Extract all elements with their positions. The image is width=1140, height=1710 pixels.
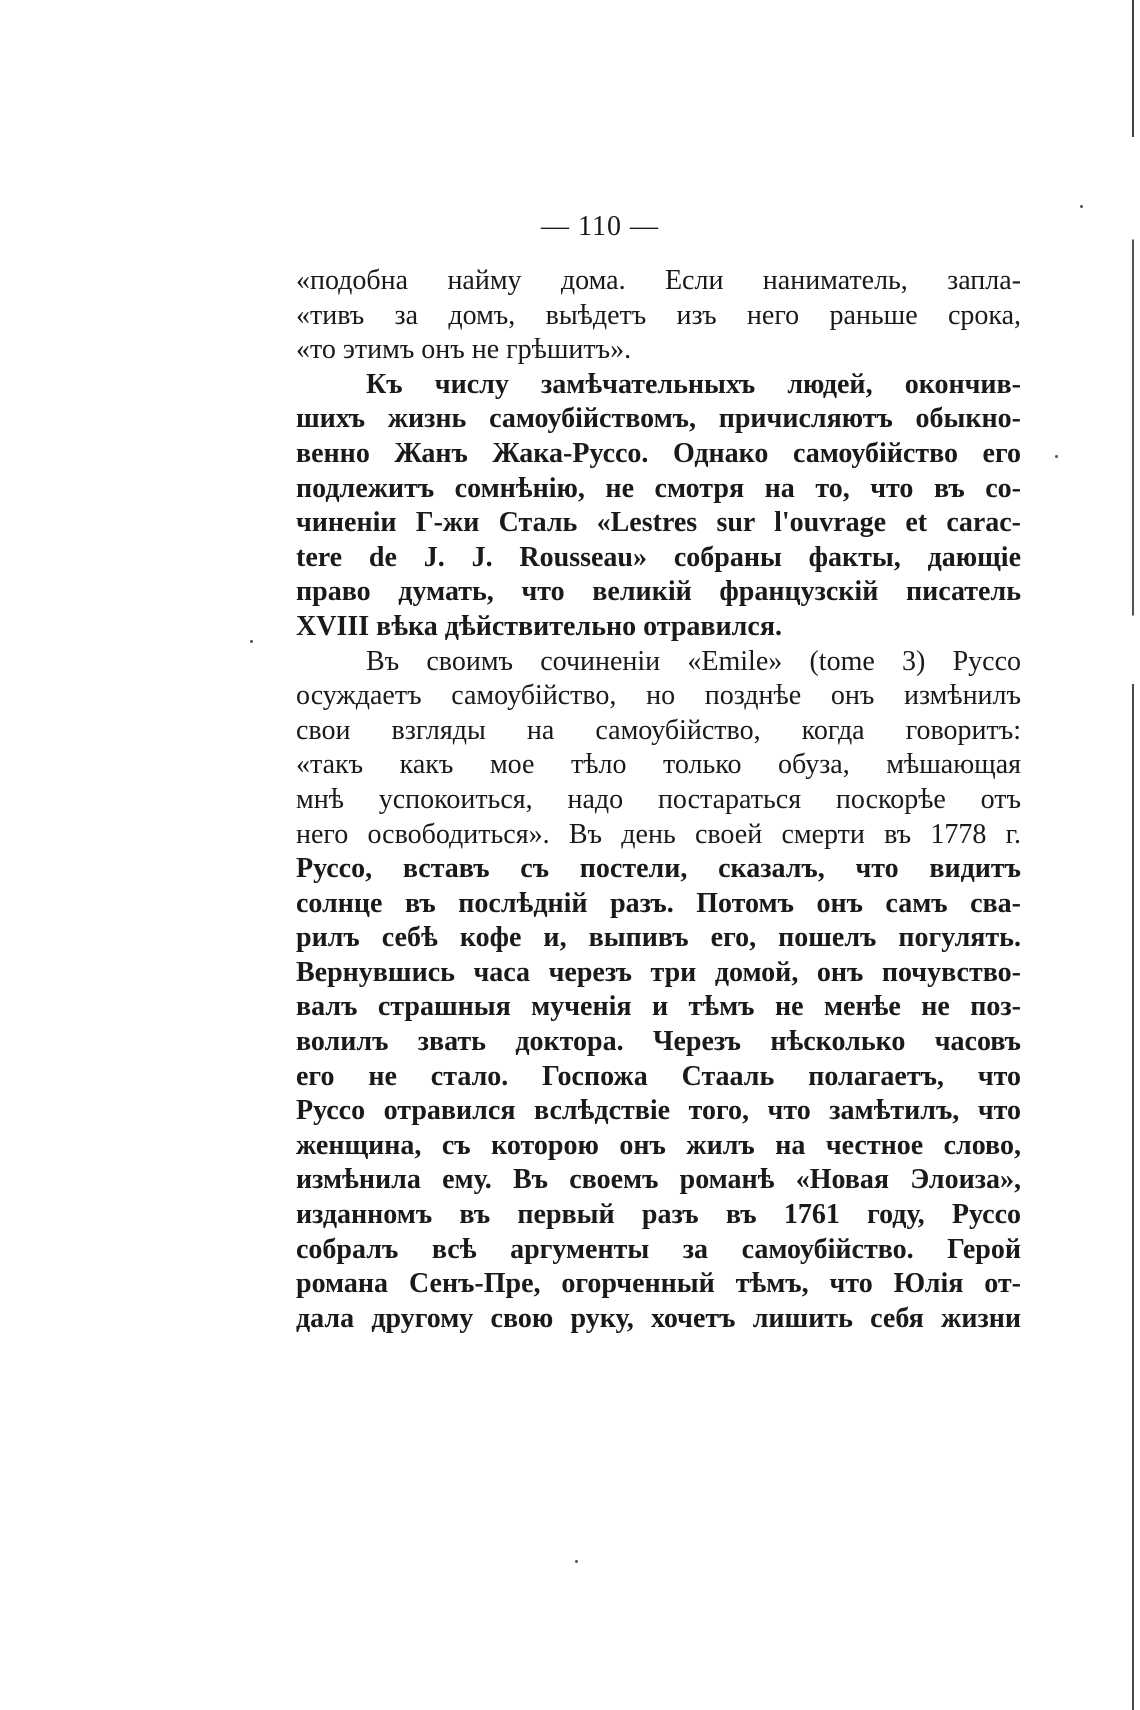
- text-line: подлежитъ сомнѣнію, не смотря на то, что въ со-: [296, 472, 1021, 504]
- text-line: собралъ всѣ аргументы за самоубійство. Герой: [296, 1233, 1021, 1265]
- text-line: шихъ жизнь самоубійствомъ, причисляютъ обыкно-: [296, 403, 1021, 435]
- print-speck: [250, 640, 253, 643]
- text-line: валъ страшныя мученія и тѣмъ не менѣе не поз-: [296, 991, 1021, 1023]
- text-line: солнце въ послѣдній разъ. Потомъ онъ самъ сва-: [296, 887, 1021, 919]
- text-line: Руссо, вставъ съ постели, сказалъ, что видитъ: [296, 853, 1021, 885]
- text-line: Вернувшись часа черезъ три домой, онъ почувство-: [296, 956, 1021, 988]
- text-line: XVIII вѣка дѣйствительно отравился.: [296, 610, 782, 642]
- page-number: — 110 —: [541, 211, 659, 242]
- text-line: «такъ какъ мое тѣло только обуза, мѣшающая: [296, 749, 1021, 781]
- text-line: Къ числу замѣчательныхъ людей, окончив-: [366, 368, 1021, 400]
- print-speck: [575, 1560, 578, 1563]
- text-line: рилъ себѣ кофе и, выпивъ его, пошелъ погулять.: [296, 922, 1021, 954]
- text-line: романа Сенъ-Пре, огорченный тѣмъ, что Юлія от-: [296, 1268, 1021, 1300]
- text-line: мнѣ успокоиться, надо постараться поскорѣе отъ: [296, 783, 1021, 815]
- page-edge-line: [1132, 0, 1134, 1710]
- text-line: право думать, что великій французскій писатель: [296, 576, 1021, 608]
- text-line: чиненіи Г-жи Сталь «Lestres sur l'ouvrage et carac-: [296, 507, 1021, 539]
- text-line: «то этимъ онъ не грѣшитъ».: [296, 334, 632, 366]
- text-line: свои взгляды на самоубійство, когда говоритъ:: [296, 714, 1021, 746]
- text-line: венно Жанъ Жака-Руссо. Однако самоубійство его: [296, 437, 1021, 469]
- text-line: tere de J. J. Rousseau» собраны факты, дающіе: [296, 541, 1021, 573]
- text-line: дала другому свою руку, хочетъ лишить себя жизни: [296, 1302, 1021, 1334]
- text-line: его не стало. Госпожа Стааль полагаетъ, что: [296, 1060, 1021, 1092]
- body-text: [296, 264, 1021, 1336]
- print-speck: [1055, 455, 1058, 458]
- text-line: него освободиться». Въ день своей смерти въ 1778 г.: [296, 818, 1021, 850]
- text-line: «тивъ за домъ, выѣдетъ изъ него раньше срока,: [296, 299, 1021, 331]
- text-line: осуждаетъ самоубійство, но позднѣе онъ измѣнилъ: [296, 680, 1021, 712]
- text-line: женщина, съ которою онъ жилъ на честное слово,: [296, 1129, 1021, 1161]
- text-line: волилъ звать доктора. Черезъ нѣсколько часовъ: [296, 1026, 1021, 1058]
- text-line: Руссо отравился вслѣдствіе того, что замѣтилъ, что: [296, 1095, 1021, 1127]
- text-line: измѣнила ему. Въ своемъ романѣ «Новая Элоиза»,: [296, 1164, 1021, 1196]
- text-line: Въ своимъ сочиненіи «Emile» (tome 3) Руссо: [366, 645, 1021, 677]
- print-speck: [1080, 205, 1083, 208]
- text-line: «подобна найму дома. Если наниматель, запла-: [296, 265, 1021, 296]
- text-line: изданномъ въ первый разъ въ 1761 году, Руссо: [296, 1199, 1021, 1231]
